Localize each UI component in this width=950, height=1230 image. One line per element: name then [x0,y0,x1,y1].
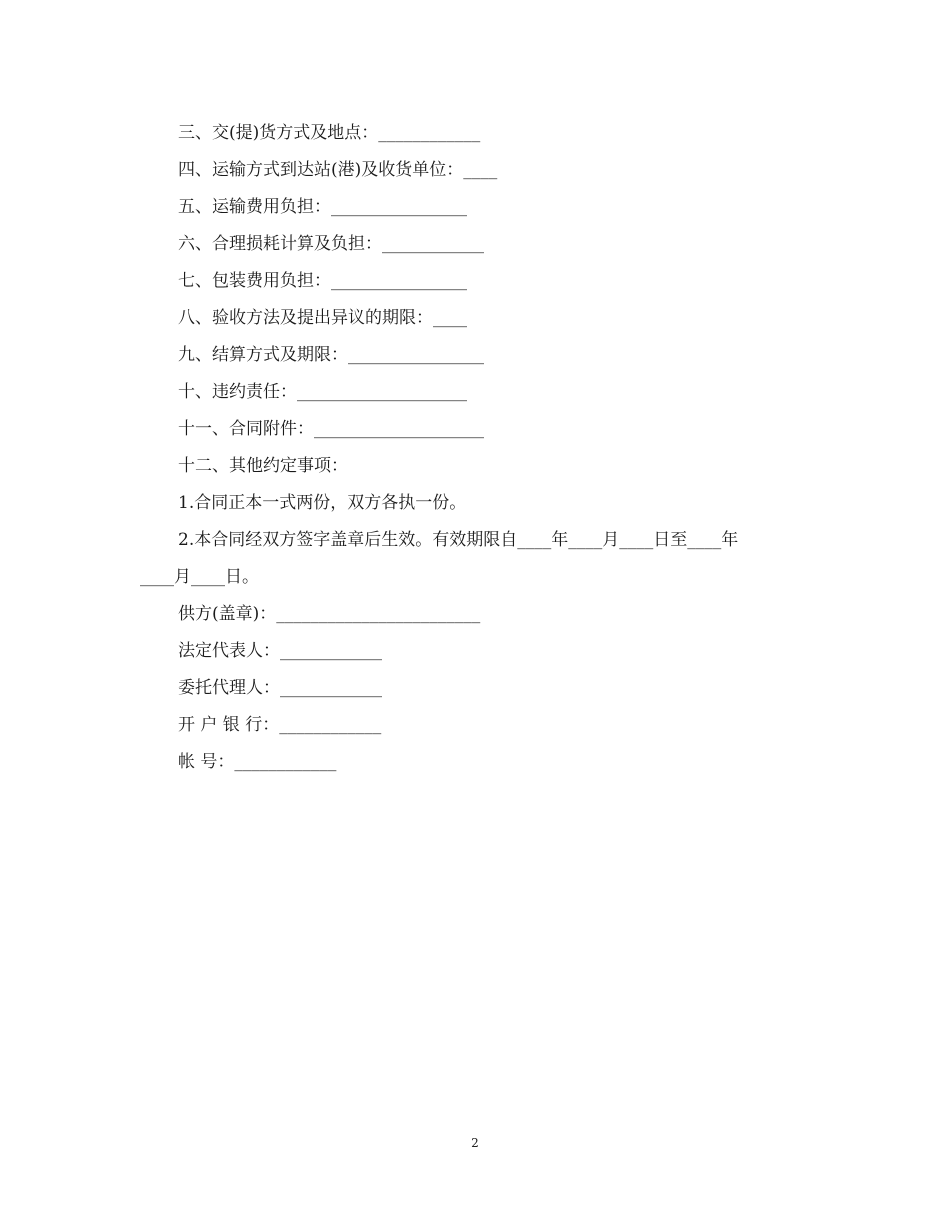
clause-11-attachments: 十一、合同附件：____________________ [178,419,484,439]
other-item-2: 2.本合同经双方签字盖章后生效。有效期限自____年____月____日至____年 [178,530,739,550]
contract-body [140,115,800,781]
clause-9-settlement: 九、结算方式及期限：________________ [178,345,484,365]
authorized-agent: 委托代理人：____________ [178,678,382,698]
other-item-1: 1.合同正本一式两份，双方各执一份。 [178,493,467,513]
account-number: 帐 号：____________ [178,752,337,772]
clause-4-transport: 四、运输方式到达站(港)及收货单位：____ [178,160,498,180]
clause-7-packaging-cost: 七、包装费用负担：________________ [178,271,467,291]
clause-12-other: 十二、其他约定事项： [178,456,348,476]
legal-representative: 法定代表人：____________ [178,641,382,661]
page-number: 2 [471,1136,479,1150]
clause-5-transport-cost: 五、运输费用负担：________________ [178,197,467,217]
clause-3-delivery: 三、交(提)货方式及地点：____________ [178,123,481,143]
clause-8-acceptance: 八、验收方法及提出异议的期限：____ [178,308,467,328]
clause-6-loss: 六、合理损耗计算及负担：____________ [178,234,484,254]
supplier-seal: 供方(盖章)：________________________ [178,604,481,624]
bank: 开 户 银 行：____________ [178,715,382,735]
other-item-2-continued: ____月____日。 [140,567,259,587]
clause-10-liability: 十、违约责任：____________________ [178,382,467,402]
